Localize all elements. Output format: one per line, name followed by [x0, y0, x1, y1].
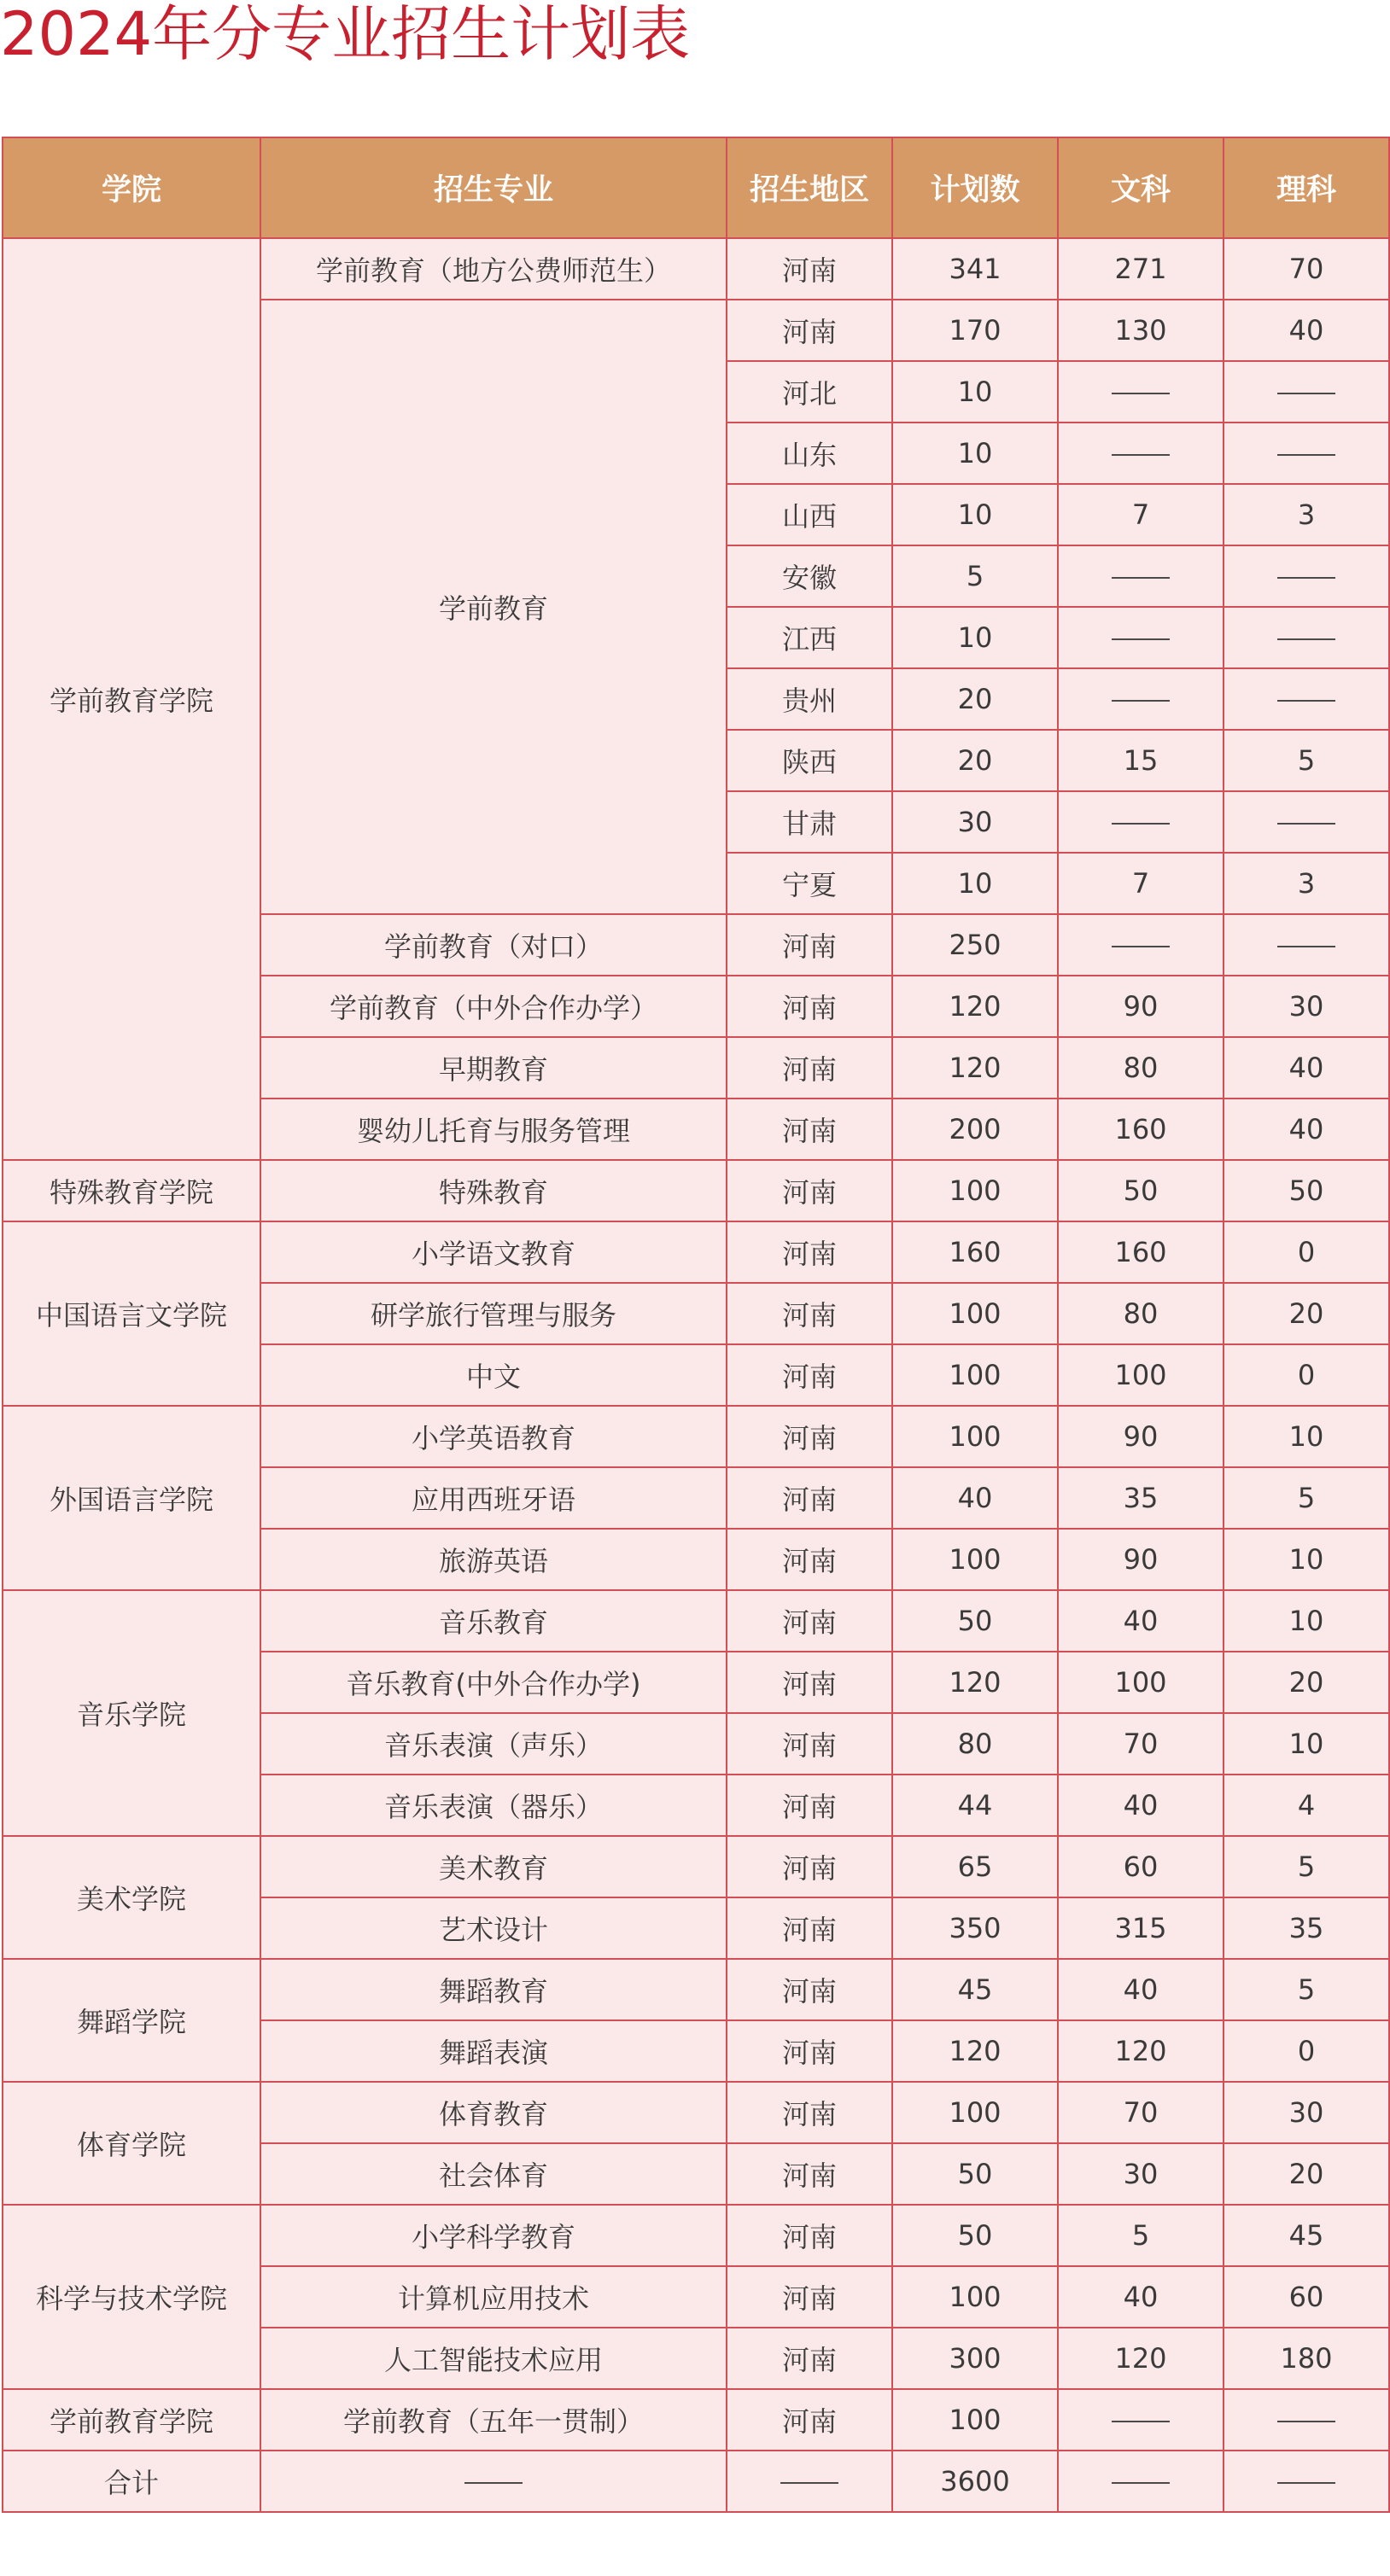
science-cell: 45	[1224, 2205, 1389, 2266]
arts-cell	[1058, 545, 1224, 607]
arts-cell	[1058, 668, 1224, 730]
science-cell	[1224, 361, 1389, 423]
plan-cell: 100	[892, 2266, 1058, 2328]
major-cell	[260, 2451, 727, 2512]
table-row	[3, 1221, 1389, 1283]
dash-mark	[1277, 2482, 1335, 2484]
science-cell	[1224, 668, 1389, 730]
science-cell: 35	[1224, 1897, 1389, 1959]
region-cell: 安徽	[727, 545, 892, 607]
dash-mark	[1112, 393, 1170, 394]
college-cell: 美术学院	[3, 1836, 260, 1959]
region-cell: 河南	[727, 1467, 892, 1529]
major-cell: 舞蹈表演	[260, 2020, 727, 2082]
plan-cell: 170	[892, 300, 1058, 361]
arts-cell: 130	[1058, 300, 1224, 361]
dash-mark	[1277, 577, 1335, 579]
arts-cell: 7	[1058, 484, 1224, 545]
arts-cell: 35	[1058, 1467, 1224, 1529]
arts-cell: 100	[1058, 1652, 1224, 1713]
science-cell: 0	[1224, 1221, 1389, 1283]
page-title: 2024年分专业招生计划表	[0, 0, 691, 69]
table-row	[3, 1590, 1389, 1652]
major-cell: 音乐教育(中外合作办学)	[260, 1652, 727, 1713]
arts-cell: 5	[1058, 2205, 1224, 2266]
dash-mark	[1112, 2482, 1170, 2484]
plan-cell: 20	[892, 730, 1058, 791]
major-cell: 婴幼儿托育与服务管理	[260, 1099, 727, 1160]
region-cell: 河南	[727, 1160, 892, 1221]
science-cell: 20	[1224, 1283, 1389, 1344]
table-row	[3, 2389, 1389, 2451]
science-cell: 10	[1224, 1406, 1389, 1467]
arts-cell: 90	[1058, 1529, 1224, 1590]
plan-cell: 3600	[892, 2451, 1058, 2512]
region-cell: 河南	[727, 1652, 892, 1713]
science-cell: 5	[1224, 1467, 1389, 1529]
region-cell: 河南	[727, 1959, 892, 2020]
science-cell: 60	[1224, 2266, 1389, 2328]
major-cell: 应用西班牙语	[260, 1467, 727, 1529]
science-cell: 20	[1224, 1652, 1389, 1713]
plan-cell: 350	[892, 1897, 1058, 1959]
dash-mark	[1112, 823, 1170, 825]
region-cell: 河南	[727, 1590, 892, 1652]
header-plan: 计划数	[892, 137, 1058, 238]
table-row	[3, 2082, 1389, 2143]
region-cell: 山西	[727, 484, 892, 545]
major-cell: 学前教育（中外合作办学）	[260, 976, 727, 1037]
arts-cell: 50	[1058, 1160, 1224, 1221]
arts-cell: 90	[1058, 1406, 1224, 1467]
major-cell: 中文	[260, 1344, 727, 1406]
dash-mark	[1112, 454, 1170, 456]
major-cell: 研学旅行管理与服务	[260, 1283, 727, 1344]
college-cell: 合计	[3, 2451, 260, 2512]
science-cell: 10	[1224, 1590, 1389, 1652]
plan-cell: 10	[892, 423, 1058, 484]
major-cell: 舞蹈教育	[260, 1959, 727, 2020]
region-cell: 河南	[727, 238, 892, 300]
plan-cell: 65	[892, 1836, 1058, 1897]
major-cell: 学前教育（五年一贯制）	[260, 2389, 727, 2451]
plan-cell: 50	[892, 2205, 1058, 2266]
plan-cell: 100	[892, 1160, 1058, 1221]
major-cell: 学前教育（地方公费师范生）	[260, 238, 727, 300]
table-row	[3, 2205, 1389, 2266]
header-major: 招生专业	[260, 137, 727, 238]
arts-cell: 40	[1058, 1959, 1224, 2020]
major-cell: 社会体育	[260, 2143, 727, 2205]
region-cell: 河南	[727, 2389, 892, 2451]
college-cell: 音乐学院	[3, 1590, 260, 1836]
region-cell: 河南	[727, 1221, 892, 1283]
arts-cell: 120	[1058, 2328, 1224, 2389]
plan-cell: 44	[892, 1775, 1058, 1836]
plan-cell: 100	[892, 1344, 1058, 1406]
arts-cell	[1058, 361, 1224, 423]
plan-cell: 200	[892, 1099, 1058, 1160]
plan-cell: 300	[892, 2328, 1058, 2389]
arts-cell	[1058, 2389, 1224, 2451]
plan-cell: 45	[892, 1959, 1058, 2020]
science-cell	[1224, 2389, 1389, 2451]
dash-mark	[1112, 700, 1170, 702]
science-cell	[1224, 2451, 1389, 2512]
plan-cell: 10	[892, 607, 1058, 668]
region-cell: 河南	[727, 1099, 892, 1160]
dash-mark	[780, 2482, 838, 2484]
arts-cell: 271	[1058, 238, 1224, 300]
dash-mark	[1112, 946, 1170, 947]
science-cell: 40	[1224, 1037, 1389, 1099]
region-cell: 河南	[727, 1713, 892, 1775]
arts-cell: 90	[1058, 976, 1224, 1037]
header-arts: 文科	[1058, 137, 1224, 238]
science-cell: 10	[1224, 1713, 1389, 1775]
arts-cell: 40	[1058, 1775, 1224, 1836]
arts-cell: 120	[1058, 2020, 1224, 2082]
region-cell: 江西	[727, 607, 892, 668]
science-cell: 50	[1224, 1160, 1389, 1221]
major-cell: 小学语文教育	[260, 1221, 727, 1283]
header-science: 理科	[1224, 137, 1389, 238]
science-cell: 70	[1224, 238, 1389, 300]
plan-cell: 100	[892, 2082, 1058, 2143]
science-cell: 5	[1224, 1836, 1389, 1897]
region-cell: 陕西	[727, 730, 892, 791]
plan-cell: 100	[892, 2389, 1058, 2451]
plan-cell: 100	[892, 1529, 1058, 1590]
science-cell: 40	[1224, 300, 1389, 361]
region-cell: 河南	[727, 1529, 892, 1590]
plan-cell: 160	[892, 1221, 1058, 1283]
science-cell	[1224, 423, 1389, 484]
science-cell: 5	[1224, 1959, 1389, 2020]
dash-mark	[1277, 700, 1335, 702]
region-cell: 河南	[727, 1775, 892, 1836]
dash-mark	[1112, 2421, 1170, 2422]
region-cell: 甘肃	[727, 791, 892, 853]
plan-cell: 250	[892, 914, 1058, 976]
science-cell: 0	[1224, 1344, 1389, 1406]
arts-cell: 100	[1058, 1344, 1224, 1406]
region-cell: 河南	[727, 1037, 892, 1099]
region-cell: 河南	[727, 1344, 892, 1406]
enrollment-plan-table	[2, 137, 1390, 2513]
science-cell	[1224, 545, 1389, 607]
arts-cell: 80	[1058, 1037, 1224, 1099]
science-cell: 10	[1224, 1529, 1389, 1590]
college-cell: 中国语言文学院	[3, 1221, 260, 1406]
arts-cell	[1058, 791, 1224, 853]
region-cell: 河南	[727, 2328, 892, 2389]
college-cell: 科学与技术学院	[3, 2205, 260, 2389]
table-body	[3, 238, 1389, 2512]
plan-cell: 100	[892, 1406, 1058, 1467]
science-cell: 30	[1224, 976, 1389, 1037]
plan-cell: 10	[892, 484, 1058, 545]
plan-cell: 120	[892, 1037, 1058, 1099]
major-cell: 小学英语教育	[260, 1406, 727, 1467]
region-cell	[727, 2451, 892, 2512]
arts-cell: 160	[1058, 1221, 1224, 1283]
science-cell: 3	[1224, 853, 1389, 914]
header-college: 学院	[3, 137, 260, 238]
region-cell: 河南	[727, 976, 892, 1037]
major-cell: 旅游英语	[260, 1529, 727, 1590]
science-cell	[1224, 607, 1389, 668]
major-cell: 音乐表演（器乐）	[260, 1775, 727, 1836]
major-cell: 人工智能技术应用	[260, 2328, 727, 2389]
science-cell	[1224, 791, 1389, 853]
plan-cell: 100	[892, 1283, 1058, 1344]
region-cell: 河南	[727, 2020, 892, 2082]
region-cell: 河南	[727, 2205, 892, 2266]
region-cell: 河南	[727, 914, 892, 976]
plan-cell: 30	[892, 791, 1058, 853]
plan-cell: 120	[892, 2020, 1058, 2082]
plan-cell: 10	[892, 853, 1058, 914]
plan-cell: 80	[892, 1713, 1058, 1775]
region-cell: 河南	[727, 300, 892, 361]
major-cell: 艺术设计	[260, 1897, 727, 1959]
region-cell: 宁夏	[727, 853, 892, 914]
header-region: 招生地区	[727, 137, 892, 238]
college-cell: 学前教育学院	[3, 2389, 260, 2451]
region-cell: 贵州	[727, 668, 892, 730]
plan-cell: 50	[892, 1590, 1058, 1652]
arts-cell: 15	[1058, 730, 1224, 791]
arts-cell: 160	[1058, 1099, 1224, 1160]
dash-mark	[1277, 638, 1335, 640]
arts-cell: 40	[1058, 1590, 1224, 1652]
table-row	[3, 1160, 1389, 1221]
dash-mark	[1112, 638, 1170, 640]
region-cell: 河南	[727, 1283, 892, 1344]
major-cell: 学前教育（对口）	[260, 914, 727, 976]
major-cell: 计算机应用技术	[260, 2266, 727, 2328]
dash-mark	[1277, 823, 1335, 825]
region-cell: 河南	[727, 2266, 892, 2328]
college-cell: 学前教育学院	[3, 238, 260, 1160]
science-cell: 20	[1224, 2143, 1389, 2205]
table-row	[3, 1836, 1389, 1897]
dash-mark	[1277, 946, 1335, 947]
major-cell: 早期教育	[260, 1037, 727, 1099]
science-cell: 180	[1224, 2328, 1389, 2389]
arts-cell: 60	[1058, 1836, 1224, 1897]
table-header	[3, 137, 1389, 238]
region-cell: 山东	[727, 423, 892, 484]
plan-cell: 50	[892, 2143, 1058, 2205]
plan-cell: 20	[892, 668, 1058, 730]
region-cell: 河南	[727, 1897, 892, 1959]
science-cell: 30	[1224, 2082, 1389, 2143]
arts-cell: 7	[1058, 853, 1224, 914]
major-cell: 美术教育	[260, 1836, 727, 1897]
table-row	[3, 1959, 1389, 2020]
plan-cell: 10	[892, 361, 1058, 423]
region-cell: 河南	[727, 2143, 892, 2205]
major-cell: 体育教育	[260, 2082, 727, 2143]
arts-cell	[1058, 914, 1224, 976]
arts-cell: 70	[1058, 1713, 1224, 1775]
plan-cell: 341	[892, 238, 1058, 300]
region-cell: 河南	[727, 1406, 892, 1467]
major-cell: 音乐表演（声乐）	[260, 1713, 727, 1775]
arts-cell	[1058, 607, 1224, 668]
header-row	[3, 137, 1389, 238]
science-cell	[1224, 914, 1389, 976]
arts-cell: 30	[1058, 2143, 1224, 2205]
major-cell: 特殊教育	[260, 1160, 727, 1221]
science-cell: 4	[1224, 1775, 1389, 1836]
major-cell: 小学科学教育	[260, 2205, 727, 2266]
region-cell: 河南	[727, 1836, 892, 1897]
arts-cell: 70	[1058, 2082, 1224, 2143]
major-cell: 学前教育	[260, 300, 727, 914]
dash-mark	[1277, 454, 1335, 456]
college-cell: 特殊教育学院	[3, 1160, 260, 1221]
arts-cell: 40	[1058, 2266, 1224, 2328]
science-cell: 0	[1224, 2020, 1389, 2082]
science-cell: 40	[1224, 1099, 1389, 1160]
college-cell: 舞蹈学院	[3, 1959, 260, 2082]
science-cell: 3	[1224, 484, 1389, 545]
region-cell: 河南	[727, 2082, 892, 2143]
dash-mark	[464, 2482, 523, 2484]
dash-mark	[1277, 2421, 1335, 2422]
arts-cell: 315	[1058, 1897, 1224, 1959]
college-cell: 体育学院	[3, 2082, 260, 2205]
science-cell: 5	[1224, 730, 1389, 791]
major-cell: 音乐教育	[260, 1590, 727, 1652]
table-row	[3, 238, 1389, 300]
table-row	[3, 1406, 1389, 1467]
plan-cell: 120	[892, 976, 1058, 1037]
college-cell: 外国语言学院	[3, 1406, 260, 1590]
region-cell: 河北	[727, 361, 892, 423]
table-row	[3, 2451, 1389, 2512]
plan-cell: 120	[892, 1652, 1058, 1713]
dash-mark	[1112, 577, 1170, 579]
dash-mark	[1277, 393, 1335, 394]
plan-cell: 40	[892, 1467, 1058, 1529]
arts-cell: 80	[1058, 1283, 1224, 1344]
arts-cell	[1058, 423, 1224, 484]
plan-cell: 5	[892, 545, 1058, 607]
arts-cell	[1058, 2451, 1224, 2512]
